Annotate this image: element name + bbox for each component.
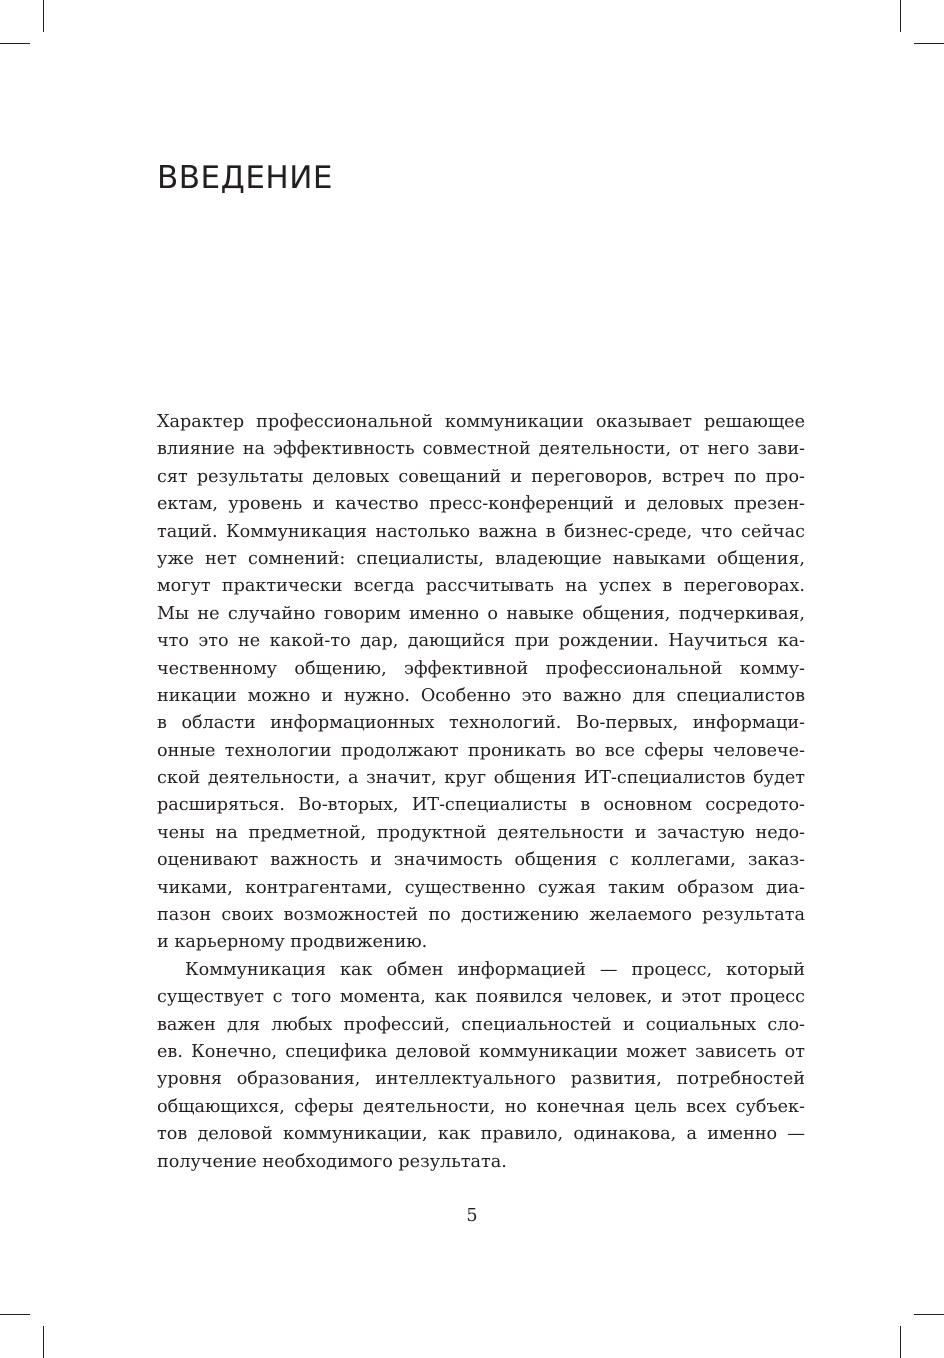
text-line: что это не какой-то дар, дающийся при рождении. Научиться ка- (157, 631, 805, 652)
text-line: уровня образования, интеллектуального развития, потребностей (157, 1069, 805, 1090)
body-text (157, 409, 805, 1176)
paragraph-2 (157, 957, 805, 1176)
text-line: Мы не случайно говорим именно о навыке общения, подчеркивая, (157, 603, 805, 624)
text-line: Коммуникация как обмен информацией — процесс, который (185, 959, 805, 980)
text-line: общающихся, сферы деятельности, но конечная цель всех субъек- (157, 1096, 805, 1117)
chapter-title: ВВЕДЕНИЕ (157, 160, 334, 196)
text-line: сят результаты деловых совещаний и переговоров, встреч по про- (157, 466, 805, 487)
crop-mark-bottom-right-horizontal (914, 1314, 944, 1315)
text-line: ской деятельности, а значит, круг общения ИТ-специалистов будет (157, 768, 805, 789)
crop-mark-bottom-right-vertical (900, 1326, 901, 1358)
crop-mark-top-right-horizontal (914, 43, 944, 44)
text-line: расширяться. Во-вторых, ИТ-специалисты в основном сосредото- (157, 795, 805, 816)
text-line: могут практически всегда рассчитывать на успех в переговорах. (157, 576, 805, 597)
text-line: никации можно и нужно. Особенно это важно для специалистов (157, 685, 805, 706)
text-line: получение необходимого результата. (157, 1151, 507, 1172)
page-number: 5 (466, 1206, 478, 1226)
text-line: чены на предметной, продуктной деятельности и зачастую недо- (157, 822, 805, 843)
paragraph-1 (157, 409, 805, 957)
text-line: влияние на эффективность совместной деятельности, от него зави- (157, 439, 805, 460)
crop-mark-bottom-left-vertical (43, 1326, 44, 1358)
text-line: в области информационных технологий. Во-первых, информаци- (157, 713, 805, 734)
text-line: ев. Конечно, специфика деловой коммуникации может зависеть от (157, 1041, 805, 1062)
text-line: уже нет сомнений: специалисты, владеющие навыками общения, (157, 548, 805, 569)
text-line: и карьерному продвижению. (157, 932, 428, 953)
text-line: тов деловой коммуникации, как правило, одинакова, а именно — (157, 1124, 805, 1145)
text-line: чественному общению, эффективной профессиональной комму- (157, 658, 805, 679)
text-line: чиками, контрагентами, существенно сужая таким образом диа- (157, 877, 805, 898)
text-line: Характер профессиональной коммуникации оказывает решающее (157, 412, 805, 432)
text-line: онные технологии продолжают проникать во все сферы человече- (157, 740, 805, 761)
text-line: оценивают важность и значимость общения с коллегами, заказ- (157, 850, 805, 871)
text-line: существует с того момента, как появился человек, и этот процесс (157, 987, 805, 1008)
text-line: ектам, уровень и качество пресс-конференций и деловых презен- (157, 494, 805, 515)
text-line: пазон своих возможностей по достижению желаемого результата (157, 905, 805, 926)
crop-mark-bottom-left-horizontal (0, 1314, 30, 1315)
crop-mark-top-left-horizontal (0, 43, 30, 44)
crop-mark-top-left-vertical (43, 0, 44, 32)
text-line: таций. Коммуникация настолько важна в бизнес-среде, что сейчас (157, 521, 805, 542)
text-line: важен для любых профессий, специальностей и социальных сло- (157, 1014, 805, 1035)
crop-mark-top-right-vertical (900, 0, 901, 32)
